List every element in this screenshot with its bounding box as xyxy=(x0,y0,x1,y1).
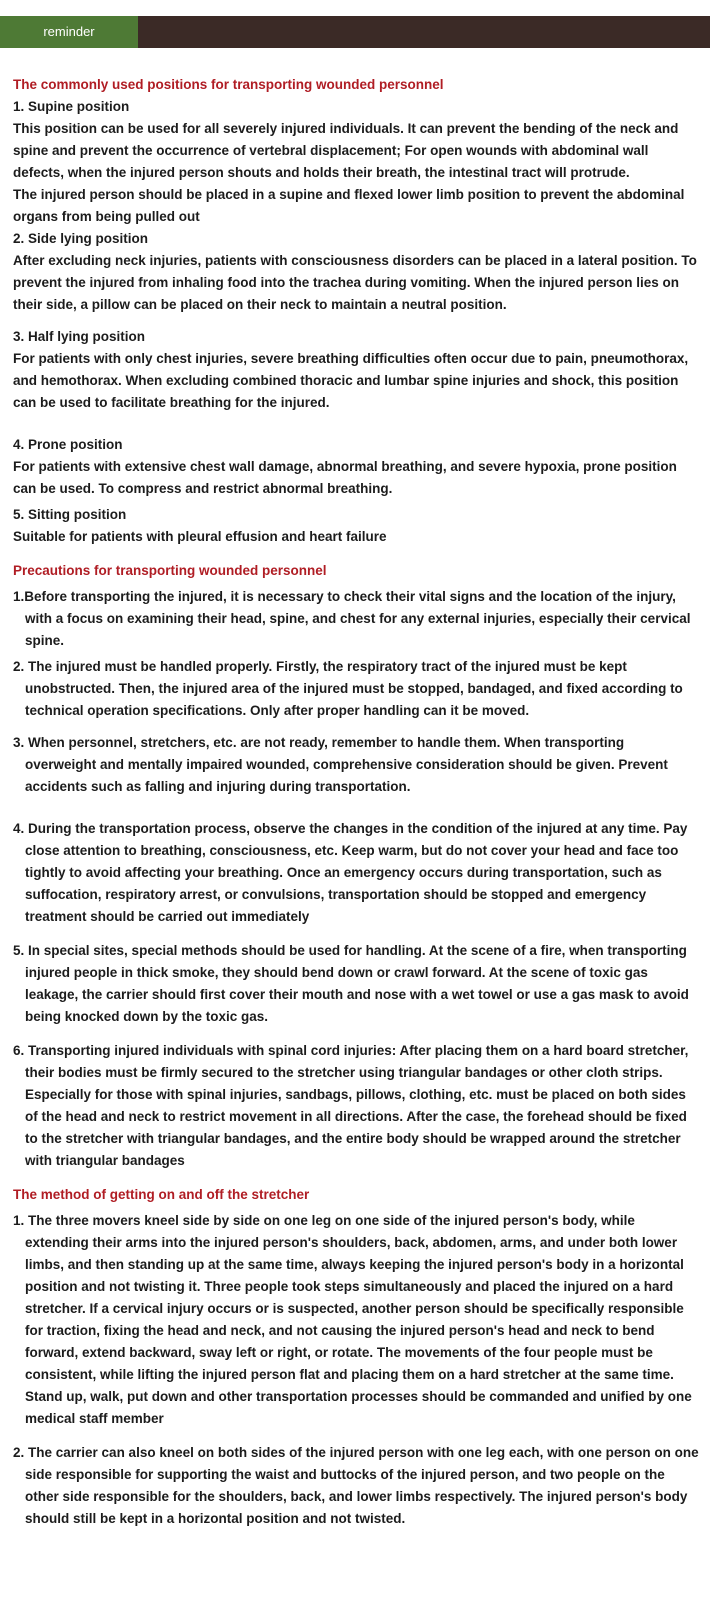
position-title-half-lying: 3. Half lying position xyxy=(13,329,146,344)
precaution-item-6: 6. Transporting injured individuals with spinal cord injuries: After placing them on a hard board stretcher, their bodies must be firmly secured to the stretcher using triangular bandages or other cloth strips. Especially for those with spinal injuries, sandbags, pillows, clothing, etc. must be placed on both sides of the head and neck to restrict movement in all directions. After the case, the forehead should be fixed to the stretcher with triangular bandages, and the entire body should be wrapped around the stretcher with triangular bandages xyxy=(13,1043,689,1168)
header-bar xyxy=(0,16,710,48)
stretcher-method-item-2: 2. The carrier can also kneel on both sides of the injured person with one leg each, with one person on one side responsible for supporting the waist and buttocks of the injured person, and two people on the other side responsible for the shoulders, back, and lower limbs respectively. The injured person's body should still be kept in a horizontal position and not twisted. xyxy=(13,1445,699,1526)
precaution-item-1: 1.Before transporting the injured, it is necessary to check their vital signs and the location of the injury, with a focus on examining their head, spine, and chest for any external injuries, especially their cervical spine. xyxy=(13,589,691,648)
section-title-precautions: Precautions for transporting wounded personnel xyxy=(13,563,327,578)
precaution-item-2: 2. The injured must be handled properly. Firstly, the respiratory tract of the injured must be kept unobstructed. Then, the injured area of the injured must be stopped, bandaged, and fixed according to technical operation specifications. Only after proper handling can it be moved. xyxy=(13,659,683,718)
position-text-sitting: Suitable for patients with pleural effusion and heart failure xyxy=(13,529,387,544)
position-title-side-lying: 2. Side lying position xyxy=(13,231,149,246)
position-text-supine-1: This position can be used for all severely injured individuals. It can prevent the bending of the neck and spine and prevent the occurrence of vertebral displacement; For open wounds with abdominal wall defects, when the injured person shouts and holds their breath, the intestinal tract will protrude. xyxy=(13,121,679,180)
position-text-prone: For patients with extensive chest wall damage, abnormal breathing, and severe hypoxia, prone position can be used. To compress and restrict abnormal breathing. xyxy=(13,459,677,496)
position-title-prone: 4. Prone position xyxy=(13,437,123,452)
article-content xyxy=(13,74,699,1530)
precaution-item-3: 3. When personnel, stretchers, etc. are not ready, remember to handle them. When transporting overweight and mentally impaired wounded, comprehensive consideration should be given. Prevent accidents such as falling and injuring during transportation. xyxy=(13,735,668,794)
position-text-half-lying: For patients with only chest injuries, severe breathing difficulties often occur due to pain, pneumothorax, and hemothorax. When excluding combined thoracic and lumbar spine injuries and shock, this position can be used to facilitate breathing for the injured. xyxy=(13,351,689,410)
position-title-supine: 1. Supine position xyxy=(13,99,130,114)
position-text-side-lying: After excluding neck injuries, patients with consciousness disorders can be placed in a lateral position. To prevent the injured from inhaling food into the trachea during vomiting. When the injured person lies on their side, a pillow can be placed on their neck to maintain a neutral position. xyxy=(13,253,697,312)
stretcher-method-item-1: 1. The three movers kneel side by side on one leg on one side of the injured person's body, while extending their arms into the injured person's shoulders, back, abdomen, arms, and under both lower limbs, and then standing up at the same time, always keeping the injured person's body in a horizontal position and not twisting it. Three people took steps simultaneously and placed the injured on a hard stretcher. If a cervical injury occurs or is suspected, another person should be specifically responsible for traction, fixing the head and neck, and not causing the injured person's head and neck to bend forward, extend backward, sway left or right, or rotate. The movements of the four people must be consistent, while lifting the injured person flat and placing them on a hard stretcher at the same time. Stand up, walk, put down and other transportation processes should be commanded and unified by one medical staff member xyxy=(13,1213,692,1426)
position-title-sitting: 5. Sitting position xyxy=(13,507,127,522)
reminder-tab: reminder xyxy=(0,16,138,48)
precaution-item-5: 5. In special sites, special methods should be used for handling. At the scene of a fire, when transporting injured people in thick smoke, they should bend down or crawl forward. At the scene of toxic gas leakage, the carrier should first cover their mouth and nose with a wet towel or use a gas mask to avoid being knocked down by the toxic gas. xyxy=(13,943,689,1024)
section-title-stretcher-method: The method of getting on and off the stretcher xyxy=(13,1187,310,1202)
section-title-positions: The commonly used positions for transporting wounded personnel xyxy=(13,77,444,92)
position-text-supine-2: The injured person should be placed in a supine and flexed lower limb position to prevent the abdominal organs from being pulled out xyxy=(13,187,685,224)
precaution-item-4: 4. During the transportation process, observe the changes in the condition of the injured at any time. Pay close attention to breathing, consciousness, etc. Keep warm, but do not cover your head and face too tightly to avoid affecting your breathing. Once an emergency occurs during transportation, such as suffocation, respiratory arrest, or convulsions, transportation should be stopped and emergency treatment should be carried out immediately xyxy=(13,821,688,924)
